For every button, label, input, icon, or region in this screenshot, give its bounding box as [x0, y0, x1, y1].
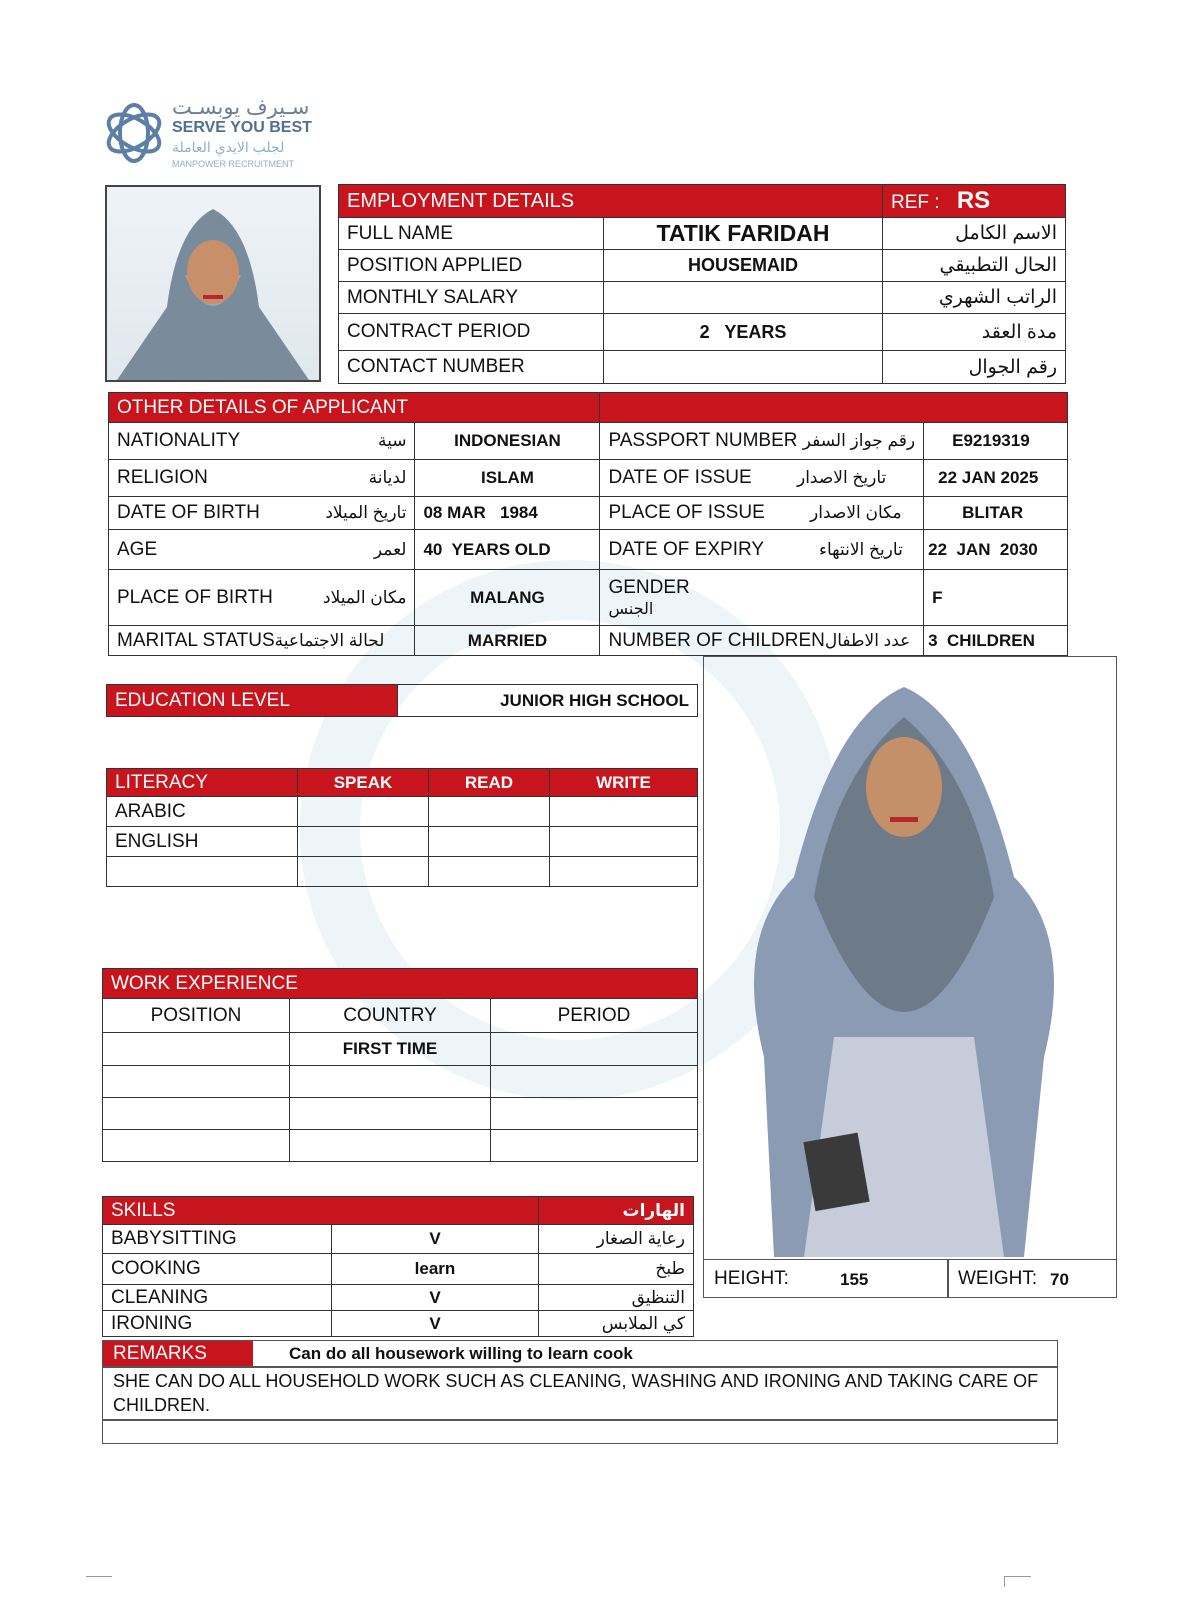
marital-ar: لحالة الاجتماعية — [274, 630, 385, 650]
literacy-arabic: ARABIC — [107, 797, 298, 827]
contact-ar: رقم الجوال — [883, 351, 1066, 384]
employment-row — [339, 218, 1066, 250]
skill-babysitting-value: V — [332, 1225, 539, 1254]
passport-label-cell — [600, 423, 924, 460]
work-row — [103, 1130, 698, 1162]
other-details-header: OTHER DETAILS OF APPLICANT — [117, 396, 409, 418]
literacy-english: ENGLISH — [107, 827, 298, 857]
full-name-value: TATIK FARIDAH — [604, 218, 883, 250]
literacy-row — [107, 797, 698, 827]
work-first-time: FIRST TIME — [290, 1033, 491, 1066]
nationality-label: NATIONALITY — [109, 423, 316, 460]
children-label-cell — [600, 626, 924, 656]
details-row — [109, 497, 1068, 530]
religion-ar: لديانة — [315, 460, 415, 497]
height-value: 155 — [840, 1270, 869, 1289]
details-row — [109, 423, 1068, 460]
position-ar: الحال التطبيقي — [883, 250, 1066, 282]
passport-ar: رقم جواز السفر — [802, 431, 916, 450]
logo-arabic-sub: لجلب الايدي العاملة — [172, 139, 285, 155]
age-value: 40 YEARS OLD — [415, 530, 600, 570]
portrait-photo — [105, 185, 321, 382]
height-label: HEIGHT: — [714, 1268, 789, 1289]
contact-label: CONTACT NUMBER — [339, 351, 604, 384]
position-value: HOUSEMAID — [604, 250, 883, 282]
literacy-row — [107, 827, 698, 857]
employment-row — [339, 250, 1066, 282]
other-details-table — [108, 392, 1068, 656]
contact-value — [604, 351, 883, 384]
employment-row — [339, 351, 1066, 384]
expiry-label: DATE OF EXPIRY — [608, 538, 764, 560]
weight-value: 70 — [1050, 1270, 1069, 1289]
skills-header-ar: الهارات — [539, 1197, 694, 1225]
work-col-period: PERIOD — [491, 999, 698, 1033]
read-header: READ — [429, 769, 550, 797]
skills-header: SKILLS — [103, 1197, 539, 1225]
salary-label: MONTHLY SALARY — [339, 282, 604, 314]
place-issue-ar: مكان الاصدار — [810, 503, 902, 522]
issue-date-ar: تاريخ الاصدار — [796, 468, 887, 487]
logo-knot-icon — [100, 97, 168, 169]
skill-cooking-ar: طبخ — [539, 1254, 694, 1285]
age-ar: لعمر — [315, 530, 415, 570]
remarks-text: SHE CAN DO ALL HOUSEHOLD WORK SUCH AS CLEANING, WASHING AND IRONING AND TAKING CARE OF CHILDREN. — [113, 1371, 1039, 1415]
company-logo — [100, 95, 320, 175]
skill-ironing-value: V — [332, 1311, 539, 1337]
remarks-label: REMARKS — [103, 1341, 253, 1366]
work-row — [103, 1098, 698, 1130]
salary-value — [604, 282, 883, 314]
remarks-summary: Can do all housework willing to learn cook — [289, 1344, 633, 1363]
religion-label: RELIGION — [109, 460, 316, 497]
gender-label-cell — [600, 570, 924, 626]
skill-cooking-value: learn — [332, 1254, 539, 1285]
skill-row — [103, 1285, 694, 1311]
skill-cleaning-value: V — [332, 1285, 539, 1311]
skill-cooking-label: COOKING — [103, 1254, 332, 1285]
salary-ar: الراتب الشهري — [883, 282, 1066, 314]
contract-ar: مدة العقد — [883, 314, 1066, 351]
place-issue-value: BLITAR — [924, 497, 1068, 530]
details-row — [109, 460, 1068, 497]
place-issue-label-cell — [600, 497, 924, 530]
logo-english-name: SERVE YOU BEST — [172, 119, 312, 136]
literacy-table — [106, 768, 698, 887]
position-label: POSITION APPLIED — [339, 250, 604, 282]
logo-arabic-name: سـيرف يوبسـت — [172, 96, 310, 119]
pob-value: MALANG — [415, 570, 600, 626]
literacy-header: LITERACY — [107, 769, 298, 797]
page-corner-mark — [1004, 1576, 1031, 1587]
work-row — [103, 1066, 698, 1098]
issue-date-label: DATE OF ISSUE — [608, 467, 752, 488]
weight-label: WEIGHT: — [958, 1268, 1038, 1289]
contract-label: CONTRACT PERIOD — [339, 314, 604, 351]
details-row — [109, 626, 1068, 656]
full-name-ar: الاسم الكامل — [883, 218, 1066, 250]
expiry-label-cell — [600, 530, 924, 570]
education-table — [106, 684, 698, 717]
gender-ar: الجنس — [608, 600, 654, 618]
place-issue-label: PLACE OF ISSUE — [608, 502, 765, 523]
skill-babysitting-ar: رعاية الصغار — [539, 1225, 694, 1254]
skill-babysitting-label: BABYSITTING — [103, 1225, 332, 1254]
literacy-row — [107, 857, 698, 887]
dob-value: 08 MAR 1984 — [415, 497, 600, 530]
work-col-position: POSITION — [103, 999, 290, 1033]
contract-value: 2 YEARS — [604, 314, 883, 351]
dob-label: DATE OF BIRTH — [109, 497, 316, 530]
work-header: WORK EXPERIENCE — [103, 969, 698, 999]
details-row — [109, 570, 1068, 626]
employment-header: EMPLOYMENT DETAILS — [347, 189, 575, 212]
nationality-value: INDONESIAN — [415, 423, 600, 460]
passport-value: E9219319 — [924, 423, 1068, 460]
employment-row — [339, 314, 1066, 351]
page-corner-mark — [86, 1576, 112, 1587]
passport-label: PASSPORT NUMBER — [608, 430, 798, 451]
children-label: NUMBER OF CHILDREN — [608, 629, 825, 651]
religion-value: ISLAM — [415, 460, 600, 497]
speak-header: SPEAK — [298, 769, 429, 797]
age-label: AGE — [109, 530, 316, 570]
work-experience-table — [102, 968, 698, 1162]
skill-row — [103, 1311, 694, 1337]
ref-label: REF : — [891, 192, 940, 213]
full-body-photo-frame — [703, 656, 1117, 1298]
skill-ironing-ar: كي الملابس — [539, 1311, 694, 1337]
ref-value: RS — [956, 187, 991, 214]
full-body-photo — [704, 657, 1116, 1257]
education-label: EDUCATION LEVEL — [107, 685, 398, 717]
dob-ar: تاريخ الميلاد — [315, 497, 415, 530]
skill-ironing-label: IRONING — [103, 1311, 332, 1337]
write-header: WRITE — [550, 769, 698, 797]
skill-cleaning-label: CLEANING — [103, 1285, 332, 1311]
marital-value: MARRIED — [415, 626, 600, 656]
expiry-ar: تاريخ الانتهاء — [818, 539, 903, 559]
details-row — [109, 530, 1068, 570]
gender-label: GENDER — [608, 576, 690, 598]
expiry-value: 22 JAN 2030 — [924, 530, 1068, 570]
issue-date-value: 22 JAN 2025 — [924, 460, 1068, 497]
work-row — [103, 1033, 698, 1066]
remarks-section — [102, 1340, 1058, 1444]
work-col-country: COUNTRY — [290, 999, 491, 1033]
employment-details-table — [338, 184, 1066, 384]
skill-row — [103, 1225, 694, 1254]
nationality-ar: سية — [315, 423, 415, 460]
education-value: JUNIOR HIGH SCHOOL — [398, 685, 698, 717]
children-ar: عدد الاطفال — [824, 630, 911, 650]
skill-cleaning-ar: التنظيق — [539, 1285, 694, 1311]
skills-table — [102, 1196, 694, 1337]
pob-ar: مكان الميلاد — [315, 570, 415, 626]
full-name-label: FULL NAME — [339, 218, 604, 250]
issue-date-label-cell — [600, 460, 924, 497]
marital-label: MARITAL STATUS — [117, 629, 275, 651]
logo-tagline: MANPOWER RECRUITMENT — [172, 159, 294, 169]
employment-row — [339, 282, 1066, 314]
skill-row — [103, 1254, 694, 1285]
children-value: 3 CHILDREN — [924, 626, 1068, 656]
gender-value: F — [924, 570, 1068, 626]
pob-label: PLACE OF BIRTH — [109, 570, 316, 626]
marital-label-cell — [109, 626, 415, 656]
